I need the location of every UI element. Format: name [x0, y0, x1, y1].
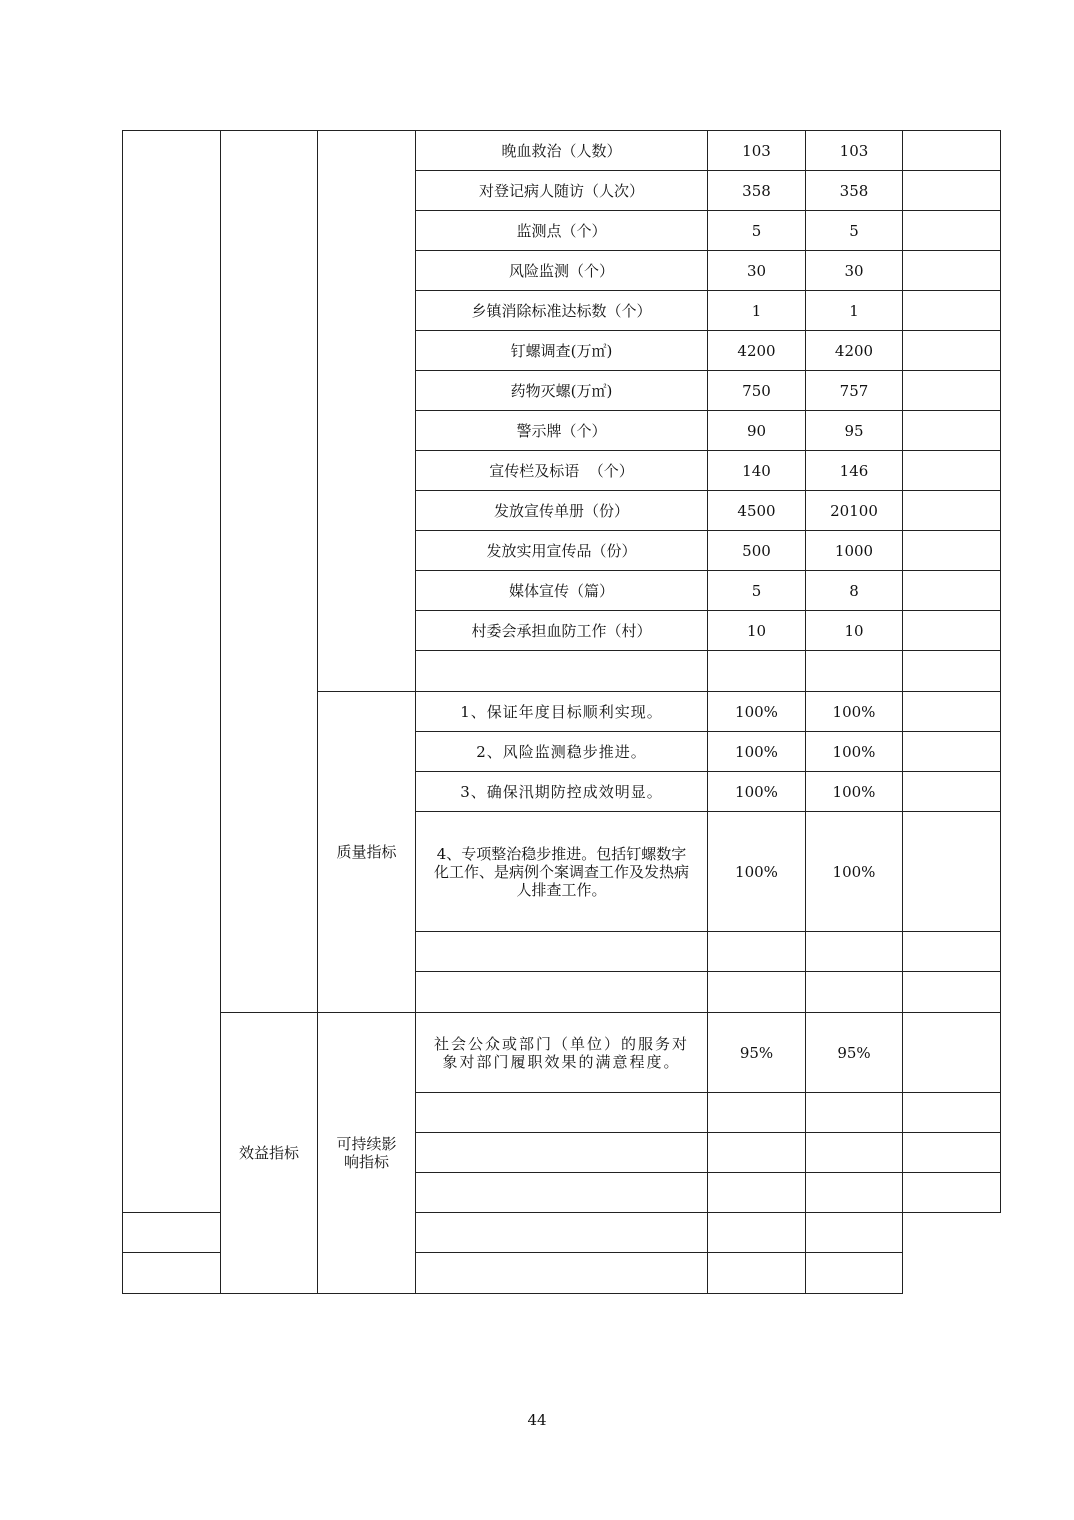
score-cell: [903, 1013, 1001, 1093]
actual-cell: 100%: [806, 692, 903, 732]
target-cell: 750: [708, 371, 806, 411]
indicator-cell: 监测点（个）: [416, 211, 708, 251]
target-cell: 5: [708, 211, 806, 251]
actual-cell: [708, 1213, 806, 1253]
actual-cell: 146: [806, 451, 903, 491]
actual-cell: 1000: [806, 531, 903, 571]
target-cell: 10: [708, 611, 806, 651]
target-cell: [708, 972, 806, 1013]
actual-cell: 95: [806, 411, 903, 451]
indicator-line: 人排查工作。: [516, 880, 607, 899]
actual-cell: 100%: [806, 812, 903, 932]
score-cell: [903, 732, 1001, 772]
indicator-cell: 媒体宣传（篇）: [416, 571, 708, 611]
score-cell: [903, 251, 1001, 291]
actual-cell: 100%: [806, 732, 903, 772]
target-cell: [708, 651, 806, 692]
score-cell: [903, 651, 1001, 692]
label-line: 可持续影: [336, 1135, 397, 1153]
actual-cell: 103: [806, 131, 903, 171]
score-cell: [903, 611, 1001, 651]
level1-cell: [123, 131, 221, 1213]
indicator-cell: [416, 1093, 708, 1133]
label-line: 响指标: [343, 1153, 389, 1171]
actual-cell: 30: [806, 251, 903, 291]
target-cell: 4500: [708, 491, 806, 531]
score-cell: [903, 211, 1001, 251]
target-cell: [416, 1213, 708, 1253]
indicator-cell: 药物灭螺(万㎡): [416, 371, 708, 411]
actual-cell: 95%: [806, 1013, 903, 1093]
target-cell: [416, 1253, 708, 1294]
target-cell: 100%: [708, 692, 806, 732]
indicator-cell: 钉螺调查(万㎡): [416, 331, 708, 371]
indicator-cell: [416, 972, 708, 1013]
score-cell: [903, 451, 1001, 491]
target-cell: 140: [708, 451, 806, 491]
score-cell: [903, 571, 1001, 611]
quality-label: 质量指标: [318, 692, 416, 1013]
table-row: [123, 1013, 1001, 1053]
actual-cell: 1: [806, 291, 903, 331]
actual-cell: [806, 972, 903, 1013]
indicator-cell: [123, 1213, 221, 1253]
indicator-cell: 宣传栏及标语 （个）: [416, 451, 708, 491]
indicator-line: 4、专项整治稳步推进。包括钉螺数字: [436, 844, 687, 863]
indicator-cell: [416, 932, 708, 972]
target-cell: 4200: [708, 331, 806, 371]
score-cell: [903, 331, 1001, 371]
indicator-line: 社会公众或部门（单位）的服务对: [433, 1034, 689, 1053]
indicator-cell: [416, 1133, 708, 1173]
actual-cell: 100%: [806, 772, 903, 812]
target-cell: 500: [708, 531, 806, 571]
score-cell: [903, 1093, 1001, 1133]
indicator-line: 化工作、是病例个案调查工作及发热病: [433, 862, 689, 881]
score-cell: [903, 1173, 1001, 1213]
actual-cell: 20100: [806, 491, 903, 531]
actual-cell: [806, 1133, 903, 1173]
target-cell: 5: [708, 571, 806, 611]
score-cell: [806, 1213, 903, 1253]
target-cell: 30: [708, 251, 806, 291]
target-cell: [708, 1173, 806, 1213]
score-cell: [903, 131, 1001, 171]
indicator-cell: [416, 812, 708, 932]
score-cell: [903, 171, 1001, 211]
indicator-cell: 2、风险监测稳步推进。: [416, 732, 708, 772]
indicator-cell: 1、保证年度目标顺利实现。: [416, 692, 708, 732]
actual-cell: [806, 1093, 903, 1133]
indicator-cell: 发放实用宣传品（份）: [416, 531, 708, 571]
level2-cell: [221, 131, 318, 1013]
indicator-cell: [416, 1173, 708, 1213]
actual-cell: 757: [806, 371, 903, 411]
indicator-cell: [416, 1013, 708, 1093]
actual-cell: 8: [806, 571, 903, 611]
target-cell: 90: [708, 411, 806, 451]
page-number: 44: [527, 1411, 547, 1429]
actual-cell: 358: [806, 171, 903, 211]
target-cell: 95%: [708, 1013, 806, 1093]
score-cell: [903, 692, 1001, 732]
indicator-cell: 晚血救治（人数）: [416, 131, 708, 171]
score-cell: [903, 812, 1001, 932]
indicator-cell: 对登记病人随访（人次）: [416, 171, 708, 211]
score-cell: [903, 491, 1001, 531]
score-cell: [903, 531, 1001, 571]
target-cell: 100%: [708, 732, 806, 772]
indicator-cell: [416, 651, 708, 692]
target-cell: 100%: [708, 772, 806, 812]
score-cell: [903, 371, 1001, 411]
target-cell: [708, 932, 806, 972]
benefit-label: 效益指标: [221, 1013, 318, 1294]
quantity-label-cell: [318, 131, 416, 692]
actual-cell: 5: [806, 211, 903, 251]
actual-cell: 4200: [806, 331, 903, 371]
score-cell: [903, 772, 1001, 812]
score-cell: [806, 1253, 903, 1294]
target-cell: 100%: [708, 812, 806, 932]
actual-cell: [708, 1253, 806, 1294]
indicator-cell: 村委会承担血防工作（村）: [416, 611, 708, 651]
actual-cell: [806, 651, 903, 692]
actual-cell: [806, 1173, 903, 1213]
indicator-line: 象对部门履职效果的满意程度。: [442, 1052, 681, 1071]
indicator-cell: 乡镇消除标准达标数（个）: [416, 291, 708, 331]
table-row: [123, 131, 1001, 171]
indicator-cell: 3、确保汛期防控成效明显。: [416, 772, 708, 812]
target-cell: 1: [708, 291, 806, 331]
indicator-cell: 警示牌（个）: [416, 411, 708, 451]
score-cell: [903, 291, 1001, 331]
target-cell: 358: [708, 171, 806, 211]
score-cell: [903, 932, 1001, 972]
actual-cell: 10: [806, 611, 903, 651]
sustainability-label: [318, 1013, 416, 1294]
indicator-cell: 发放宣传单册（份）: [416, 491, 708, 531]
score-cell: [903, 1133, 1001, 1173]
score-cell: [903, 972, 1001, 1013]
target-cell: [708, 1133, 806, 1173]
actual-cell: [806, 932, 903, 972]
target-cell: 103: [708, 131, 806, 171]
indicator-cell: 风险监测（个）: [416, 251, 708, 291]
target-cell: [708, 1093, 806, 1133]
performance-table: [122, 130, 1001, 1294]
indicator-cell: [123, 1253, 221, 1294]
score-cell: [903, 411, 1001, 451]
